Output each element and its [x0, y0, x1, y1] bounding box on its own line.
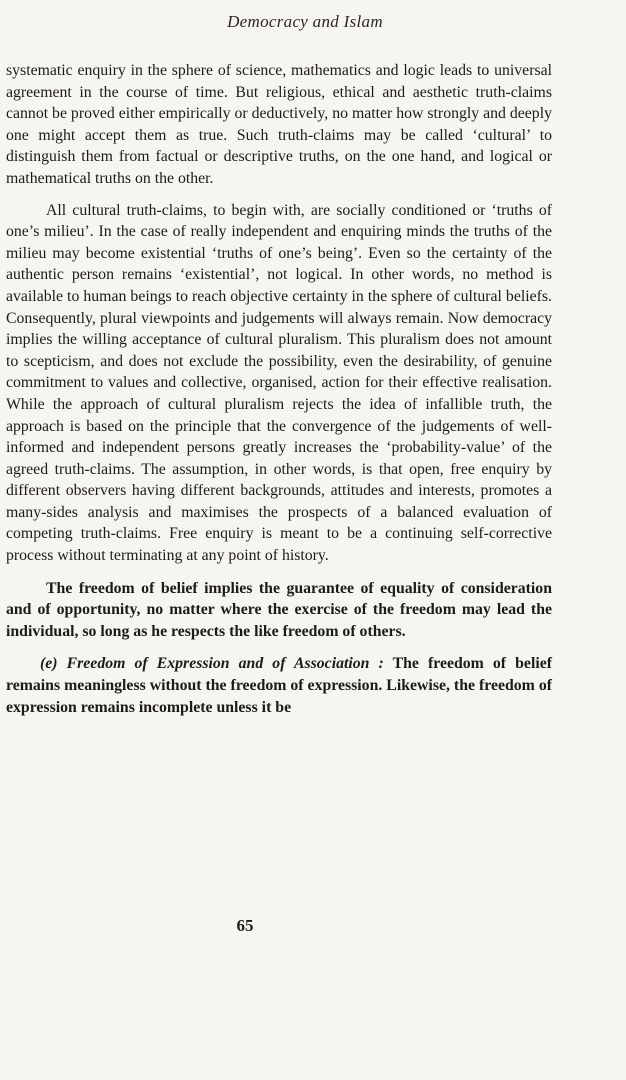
section-paragraph — [6, 653, 552, 718]
section-heading: (e) Freedom of Expression and of Association : — [40, 655, 384, 673]
page-number: 65 — [236, 916, 254, 935]
paragraph-2: All cultural truth-claims, to begin with, are socially conditioned or ‘truths of one’s milieu’. In the case of really independent and enquiring minds the truths of the milieu may become existential ‘truths of one’s being’. Even so the certainty of the authentic person remains ‘existential’, not logical. In other words, no method is available to human beings to reach objective certainty in the sphere of cultural beliefs. Consequently, plural viewpoints and judgements will always remain. Now democracy implies the willing acceptance of cultural pluralism. This pluralism does not amount to scepticism, and does not exclude the possibility, even the desirability, of genuine commitment to values and collective, organised, action for their effective realisation. While the approach of cultural pluralism rejects the idea of infallible truth, the approach is based on the principle that the convergence of the judgements of well-informed and independent persons greatly increases the ‘probability-value’ of the agreed truth-claims. The assumption, in other words, is that open, free enquiry by different observers having different backgrounds, attitudes and interests, promotes a many-sides analysis and maximises the prospects of a balanced evaluation of competing truth-claims. Free enquiry is meant to be a continuing self-corrective process without terminating at any point of history. — [6, 201, 552, 565]
paragraph-3: The freedom of belief implies the guarantee of equality of consideration and of opportunity, no matter where the exercise of the freedom may lead the individual, so long as he respects the like freedom of others. — [6, 579, 552, 640]
paragraph-1: systematic enquiry in the sphere of science, mathematics and logic leads to universal agreement in the course of time. But religious, ethical and aesthetic truth-claims cannot be proved either empirically or deductively, no matter how strongly and deeply one might accept them as true. Such truth-claims may be called ‘cultural’ to distinguish them from factual or descriptive truths, on the one hand, and logical or mathematical truths on the other. — [6, 62, 552, 187]
running-head: Democracy and Islam — [227, 12, 383, 31]
section-text: The freedom of belief remains meaningless without the freedom of expression. Likewise, the freedom of expression remains incomplete unless it be — [6, 655, 552, 716]
body-text — [6, 60, 552, 718]
